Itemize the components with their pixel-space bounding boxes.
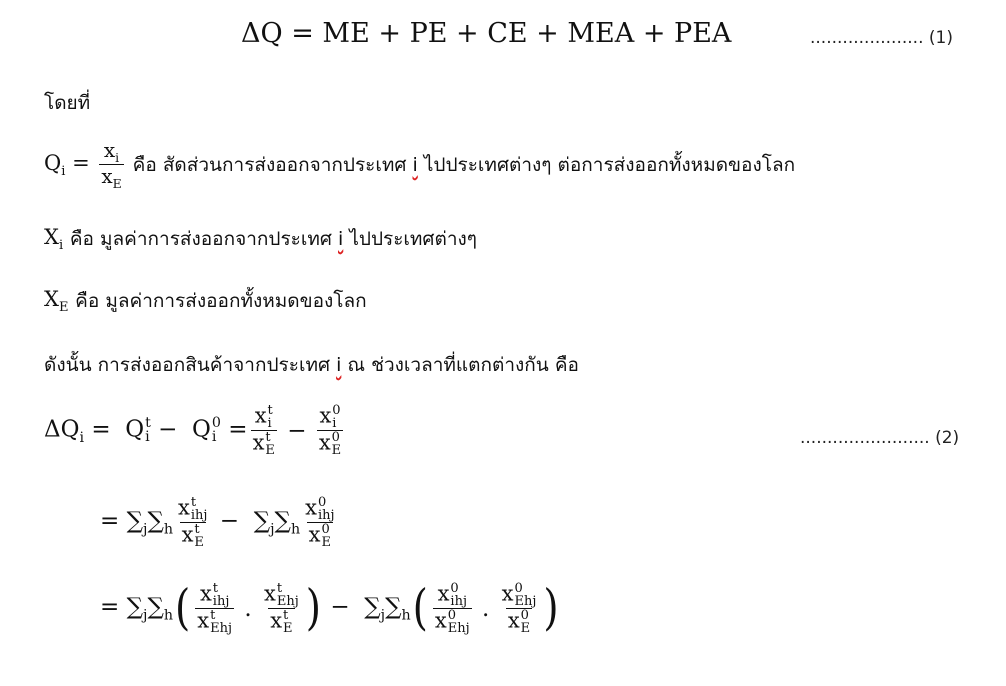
- equation-2-line-3: = $\sum_j\sum_h$ ( x t ihj x t Ehj . x t Ehj x t E ) − $\sum_j\sum_h$ ( x 0 ihj x 0 Ehj . x 0 Ehj x 0 E ): [100, 580, 559, 637]
- xi-def-text2: ไปประเทศต่างๆ: [349, 228, 477, 250]
- definition-xe: [44, 286, 367, 316]
- equation-1-number: ..................... (1): [810, 28, 953, 48]
- equation-2-line-2: = $\sum_j\sum_h$ x t ihj x t E − $\sum_j\sum_h$ x 0 ihj x 0 E: [100, 495, 335, 551]
- definition-xi: [44, 224, 477, 254]
- equation-2-number: ........................ (2): [800, 428, 960, 448]
- xi-def-text: คือ มูลค่าการส่งออกจากประเทศ: [69, 228, 332, 250]
- therefore-text: ดังนั้น การส่งออกสินค้าจากประเทศ: [44, 354, 331, 376]
- xe-def-text: คือ มูลค่าการส่งออกทั้งหมดของโลก: [75, 290, 367, 312]
- xi-def-var: i: [338, 228, 344, 250]
- equation-2-line-1: $\Delta Q_i = Q$ t i − Q 0 i = x t i x t E − x 0 i x 0 E: [44, 403, 342, 459]
- where-label: โดยที่: [44, 92, 91, 114]
- therefore-var: i: [336, 354, 342, 376]
- q-symbol: $Q_i$ =: [44, 151, 97, 180]
- equation-1: [241, 18, 731, 49]
- q-def-text2: ไปประเทศต่างๆ ต่อการส่งออกทั้งหมดของโลก: [423, 154, 796, 177]
- definition-q: [44, 140, 795, 191]
- xi-symbol: $X_i$: [44, 224, 64, 254]
- q-def-var: i: [412, 154, 418, 177]
- xe-symbol: $X_E$: [44, 286, 69, 316]
- equation-1-content: ΔQ = ME + PE + CE + MEA + PEA: [241, 18, 732, 49]
- therefore-text2: ณ ช่วงเวลาที่แตกต่างกัน คือ: [347, 354, 579, 376]
- therefore-line: [44, 350, 579, 380]
- q-fraction: $\frac{x_i}{x_E}$: [101, 138, 122, 192]
- q-def-text: คือ สัดส่วนการส่งออกจากประเทศ: [132, 154, 407, 177]
